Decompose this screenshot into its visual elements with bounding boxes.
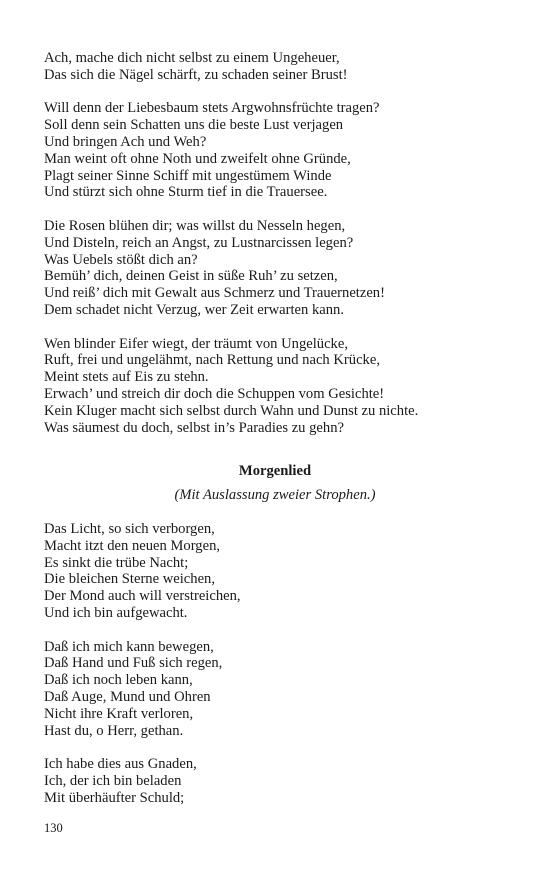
verse-line: Soll denn sein Schatten uns die beste Lust verjagen [44, 117, 344, 134]
verse-line: Bemüh’ dich, deinen Geist in süße Ruh’ zu setzen, [44, 268, 338, 285]
verse-line: Was säumest du doch, selbst in’s Paradies zu gehn? [44, 419, 344, 436]
verse-line: Daß Auge, Mund und Ohren [44, 688, 211, 705]
verse-line: Ach, mache dich nicht selbst zu einem Ungeheuer, [44, 50, 340, 66]
stanza [44, 50, 514, 84]
verse-line: Ich habe dies aus Gnaden, [44, 756, 197, 773]
stanza [44, 756, 514, 806]
poem-morgenlied [44, 521, 514, 823]
verse-line: Dem schadet nicht Verzug, wer Zeit erwarten kann. [44, 301, 344, 318]
verse-line: Will denn der Liebesbaum stets Argwohnsfrüchte tragen? [44, 100, 380, 117]
poem-subtitle: (Mit Auslassung zweier Strophen.) [174, 487, 376, 503]
verse-line: Daß Hand und Fuß sich regen, [44, 655, 223, 672]
verse-line: Das Licht, so sich verborgen, [44, 521, 215, 537]
verse-line: Das sich die Nägel schärft, zu schaden seiner Brust! [44, 66, 348, 83]
verse-line: Hast du, o Herr, gethan. [44, 722, 184, 739]
verse-line: Der Mond auch will verstreichen, [44, 588, 241, 605]
verse-line: Die bleichen Sterne weichen, [44, 571, 215, 588]
verse-line: Meint stets auf Eis zu stehn. [44, 369, 209, 386]
verse-line: Und Disteln, reich an Angst, zu Lustnarcissen legen? [44, 234, 354, 251]
stanza [44, 218, 514, 319]
verse-line: Mit überhäufter Schuld; [44, 789, 185, 806]
verse-line: Die Rosen blühen dir; was willst du Nesseln hegen, [44, 217, 346, 234]
verse-line: Es sinkt die trübe Nacht; [44, 554, 189, 571]
verse-line: Kein Kluger macht sich selbst durch Wahn und Dunst zu nichte. [44, 402, 419, 419]
verse-line: Und ich bin aufgewacht. [44, 604, 188, 621]
verse-line: Ich, der ich bin beladen [44, 772, 182, 789]
verse-line: Was Uebels stößt dich an? [44, 251, 198, 268]
verse-line: Ruft, frei und ungelähmt, nach Rettung und nach Krücke, [44, 352, 380, 369]
stanza [44, 639, 514, 740]
verse-line: Und stürzt sich ohne Sturm tief in die Trauersee. [44, 184, 328, 201]
stanza [44, 336, 514, 437]
verse-line: Plagt seiner Sinne Schiff mit ungestümem Winde [44, 167, 332, 184]
stanza [44, 521, 514, 622]
verse-line: Macht itzt den neuen Morgen, [44, 537, 221, 554]
verse-line: Und bringen Ach und Weh? [44, 133, 207, 150]
verse-line: Man weint oft ohne Noth und zweifelt ohne Gründe, [44, 150, 351, 167]
verse-line: Erwach’ und streich dir doch die Schuppen vom Gesichte! [44, 385, 385, 402]
verse-line: Nicht ihre Kraft verloren, [44, 705, 194, 722]
verse-line: Und reiß’ dich mit Gewalt aus Schmerz und Trauernetzen! [44, 285, 385, 302]
poem-continuation [44, 50, 514, 453]
verse-line: Daß ich mich kann bewegen, [44, 638, 214, 655]
verse-line: Wen blinder Eifer wiegt, der träumt von Ungelücke, [44, 335, 348, 352]
poem-title: Morgenlied [238, 463, 312, 479]
verse-line: Daß ich noch leben kann, [44, 672, 193, 689]
stanza [44, 100, 514, 201]
page-number: 130 [44, 821, 63, 835]
